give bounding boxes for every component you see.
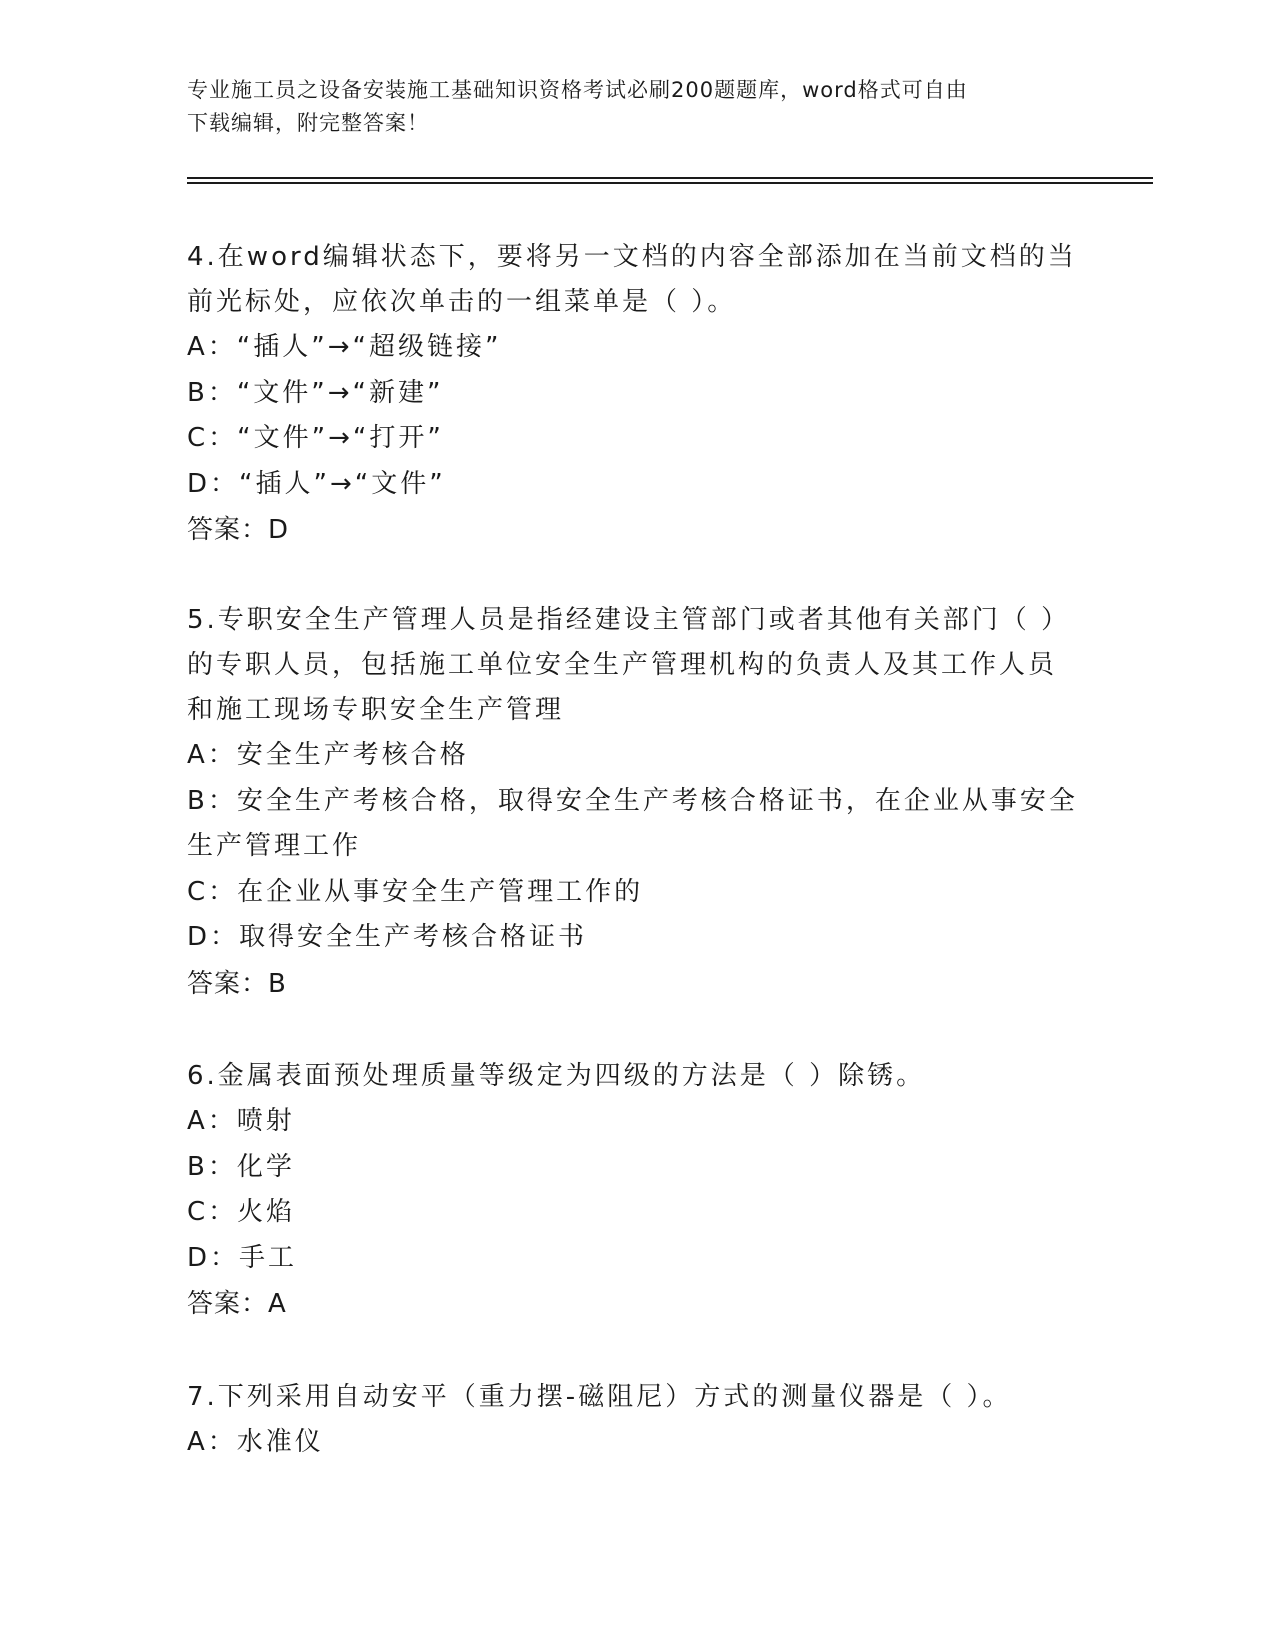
option-a: A：“插人”→“超级链接” — [187, 332, 502, 362]
option-a: A：水准仪 — [187, 1427, 324, 1457]
question-stem: 7.下列采用自动安平（重力摆-磁阻尼）方式的测量仪器是（ ）。 — [187, 1382, 1012, 1412]
question-4 — [187, 235, 1087, 553]
option-b: B：“文件”→“新建” — [187, 377, 444, 408]
option-b: B：化学 — [187, 1151, 295, 1182]
option-c: C：“文件”→“打开” — [187, 423, 444, 453]
question-stem: 6.金属表面预处理质量等级定为四级的方法是（ ）除锈。 — [187, 1061, 926, 1091]
header-line: 专业施工员之设备安装施工基础知识资格考试必刷200题题库，word格式可自由 — [187, 78, 968, 102]
option-a: A：安全生产考核合格 — [187, 740, 469, 770]
header-divider — [187, 177, 1153, 179]
header-divider — [187, 182, 1153, 184]
question-stem: 4.在word编辑状态下，要将另一文档的内容全部添加在当前文档的当 — [187, 242, 1077, 272]
option-d: D：手工 — [187, 1242, 298, 1273]
question-6 — [187, 1054, 1087, 1327]
option-d: D：取得安全生产考核合格证书 — [187, 922, 588, 952]
option-c: C：在企业从事安全生产管理工作的 — [187, 876, 644, 907]
question-stem: 的专职人员，包括施工单位安全生产管理机构的负责人及其工作人员 — [187, 650, 1058, 680]
answer-label: 答案：D — [187, 515, 290, 545]
question-5 — [187, 598, 1087, 1007]
answer-label: 答案：A — [187, 1289, 287, 1319]
answer-label: 答案：B — [187, 968, 287, 999]
header-line: 下载编辑，附完整答案！ — [187, 111, 429, 135]
question-7 — [187, 1375, 1087, 1466]
question-stem: 和施工现场专职安全生产管理 — [187, 695, 565, 725]
option-b-continued: 生产管理工作 — [187, 831, 362, 861]
option-b: B：安全生产考核合格，取得安全生产考核合格证书，在企业从事安全 — [187, 785, 1078, 816]
question-stem: 前光标处，应依次单击的一组菜单是（ ）。 — [187, 287, 737, 317]
option-c: C：火焰 — [187, 1197, 296, 1227]
option-d: D：“插人”→“文件” — [187, 468, 446, 499]
document-header — [187, 74, 1067, 140]
question-stem: 5.专职安全生产管理人员是指经建设主管部门或者其他有关部门（ ） — [187, 605, 1071, 635]
option-a: A：喷射 — [187, 1106, 295, 1136]
